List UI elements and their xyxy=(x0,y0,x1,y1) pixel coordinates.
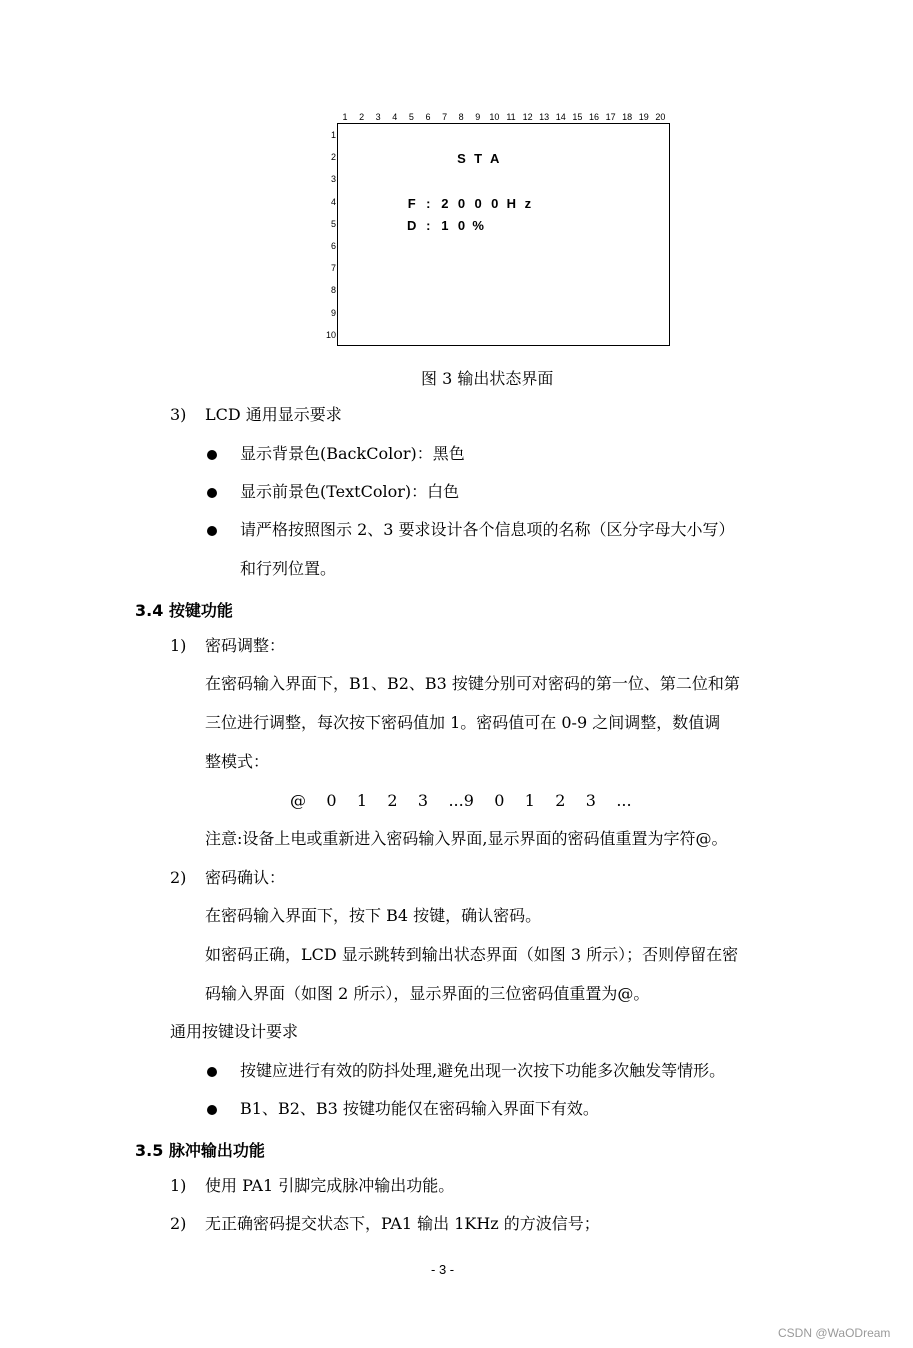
row-number: 6 xyxy=(330,241,336,251)
row-number: 10 xyxy=(325,329,336,340)
row-number: 7 xyxy=(330,263,336,274)
item-text: 无正确密码提交状态下，PA1 输出 1KHz 的方波信号； xyxy=(205,1214,600,1233)
lcd-char: H xyxy=(506,195,516,211)
column-number: 14 xyxy=(555,112,566,122)
column-number: 18 xyxy=(622,112,633,122)
column-number: 19 xyxy=(638,112,649,122)
paragraph-line: 在密码输入界面下，按下 B4 按键，确认密码。 xyxy=(205,906,542,925)
bullet-text: B1、B2、B3 按键功能仅在密码输入界面下有效。 xyxy=(240,1099,599,1118)
bullet-text-continued: 和行列位置。 xyxy=(240,559,337,578)
lcd-char: 2 xyxy=(441,195,449,211)
section-heading: 3.4 按键功能 xyxy=(135,601,233,620)
bullet-text: 按键应进行有效的防抖处理,避免出现一次按下功能多次触发等情形。 xyxy=(240,1061,726,1080)
column-number: 7 xyxy=(442,112,448,122)
lcd-char: z xyxy=(524,195,532,211)
bullet-icon xyxy=(207,526,217,536)
column-number: 8 xyxy=(458,112,464,122)
bullet-text: 显示背景色(BackColor)：黑色 xyxy=(240,444,465,463)
lcd-char: % xyxy=(472,217,484,233)
lcd-screen-frame xyxy=(337,123,670,346)
item-title: LCD 通用显示要求 xyxy=(205,405,342,424)
lcd-char: : xyxy=(426,217,431,233)
paragraph-line: 整模式： xyxy=(205,752,270,771)
row-number: 1 xyxy=(330,130,336,140)
row-number: 9 xyxy=(330,307,336,318)
column-number: 20 xyxy=(655,112,666,122)
column-number: 15 xyxy=(572,112,583,122)
item-title: 密码确认： xyxy=(205,868,286,887)
lcd-char: T xyxy=(474,151,483,167)
item-label: 1) xyxy=(170,1176,187,1195)
column-number: 9 xyxy=(475,112,481,122)
bullet-icon xyxy=(207,488,217,498)
column-number: 11 xyxy=(506,112,516,122)
item-title: 密码调整： xyxy=(205,636,286,655)
item-label: 1) xyxy=(170,636,187,655)
bullet-icon xyxy=(207,450,217,460)
bullet-text: 显示前景色(TextColor)：白色 xyxy=(240,482,460,501)
row-number: 2 xyxy=(330,152,336,163)
column-number: 2 xyxy=(359,112,365,122)
lcd-char: : xyxy=(426,195,431,211)
row-number: 3 xyxy=(330,174,336,185)
lcd-char: F xyxy=(407,195,416,211)
item-label: 3) xyxy=(170,405,187,424)
bullet-icon xyxy=(207,1105,217,1115)
paragraph-line: 三位进行调整，每次按下密码值加 1。密码值可在 0-9 之间调整，数值调 xyxy=(205,713,721,732)
lcd-char: D xyxy=(406,217,417,233)
watermark: CSDN @WaODream xyxy=(778,1326,891,1340)
section-heading: 3.5 脉冲输出功能 xyxy=(135,1141,265,1160)
lcd-char: 0 xyxy=(457,217,466,233)
paragraph-line: 如密码正确，LCD 显示跳转到输出状态界面（如图 3 所示）；否则停留在密 xyxy=(205,945,739,964)
column-number: 5 xyxy=(408,112,414,122)
bullet-text: 请严格按照图示 2、3 要求设计各个信息项的名称（区分字母大小写） xyxy=(240,520,735,539)
item-label: 2) xyxy=(170,868,187,887)
lcd-char: 0 xyxy=(457,195,466,211)
column-number: 10 xyxy=(489,112,500,122)
column-number: 16 xyxy=(588,112,599,122)
item-text: 使用 PA1 引脚完成脉冲输出功能。 xyxy=(205,1176,455,1195)
column-number: 6 xyxy=(425,112,431,122)
lcd-char: 0 xyxy=(491,195,499,211)
row-number: 4 xyxy=(330,196,336,207)
lcd-char: S xyxy=(457,151,466,167)
row-number: 8 xyxy=(330,285,336,296)
page-number: - 3 - xyxy=(431,1262,455,1277)
adjust-sequence: @ 0 1 2 3 ...9 0 1 2 3 ... xyxy=(290,791,632,810)
lcd-char: A xyxy=(489,151,500,167)
figure-caption: 图 3 输出状态界面 xyxy=(421,369,554,388)
paragraph-line: 在密码输入界面下，B1、B2、B3 按键分别可对密码的第一位、第二位和第 xyxy=(205,674,740,693)
column-number: 12 xyxy=(522,112,533,122)
bullet-icon xyxy=(207,1067,217,1077)
note: 注意:设备上电或重新进入密码输入界面,显示界面的密码值重置为字符@。 xyxy=(205,829,728,848)
column-number: 3 xyxy=(375,112,381,122)
row-number: 5 xyxy=(330,218,336,229)
column-number: 17 xyxy=(605,112,616,122)
subsection-title: 通用按键设计要求 xyxy=(170,1022,299,1041)
column-number: 4 xyxy=(392,112,398,122)
paragraph-line: 码输入界面（如图 2 所示），显示界面的三位密码值重置为@。 xyxy=(205,984,650,1003)
lcd-char: 0 xyxy=(474,195,482,211)
item-label: 2) xyxy=(170,1214,187,1233)
lcd-char: 1 xyxy=(441,217,449,233)
column-number: 13 xyxy=(539,112,550,122)
column-number: 1 xyxy=(342,112,348,122)
